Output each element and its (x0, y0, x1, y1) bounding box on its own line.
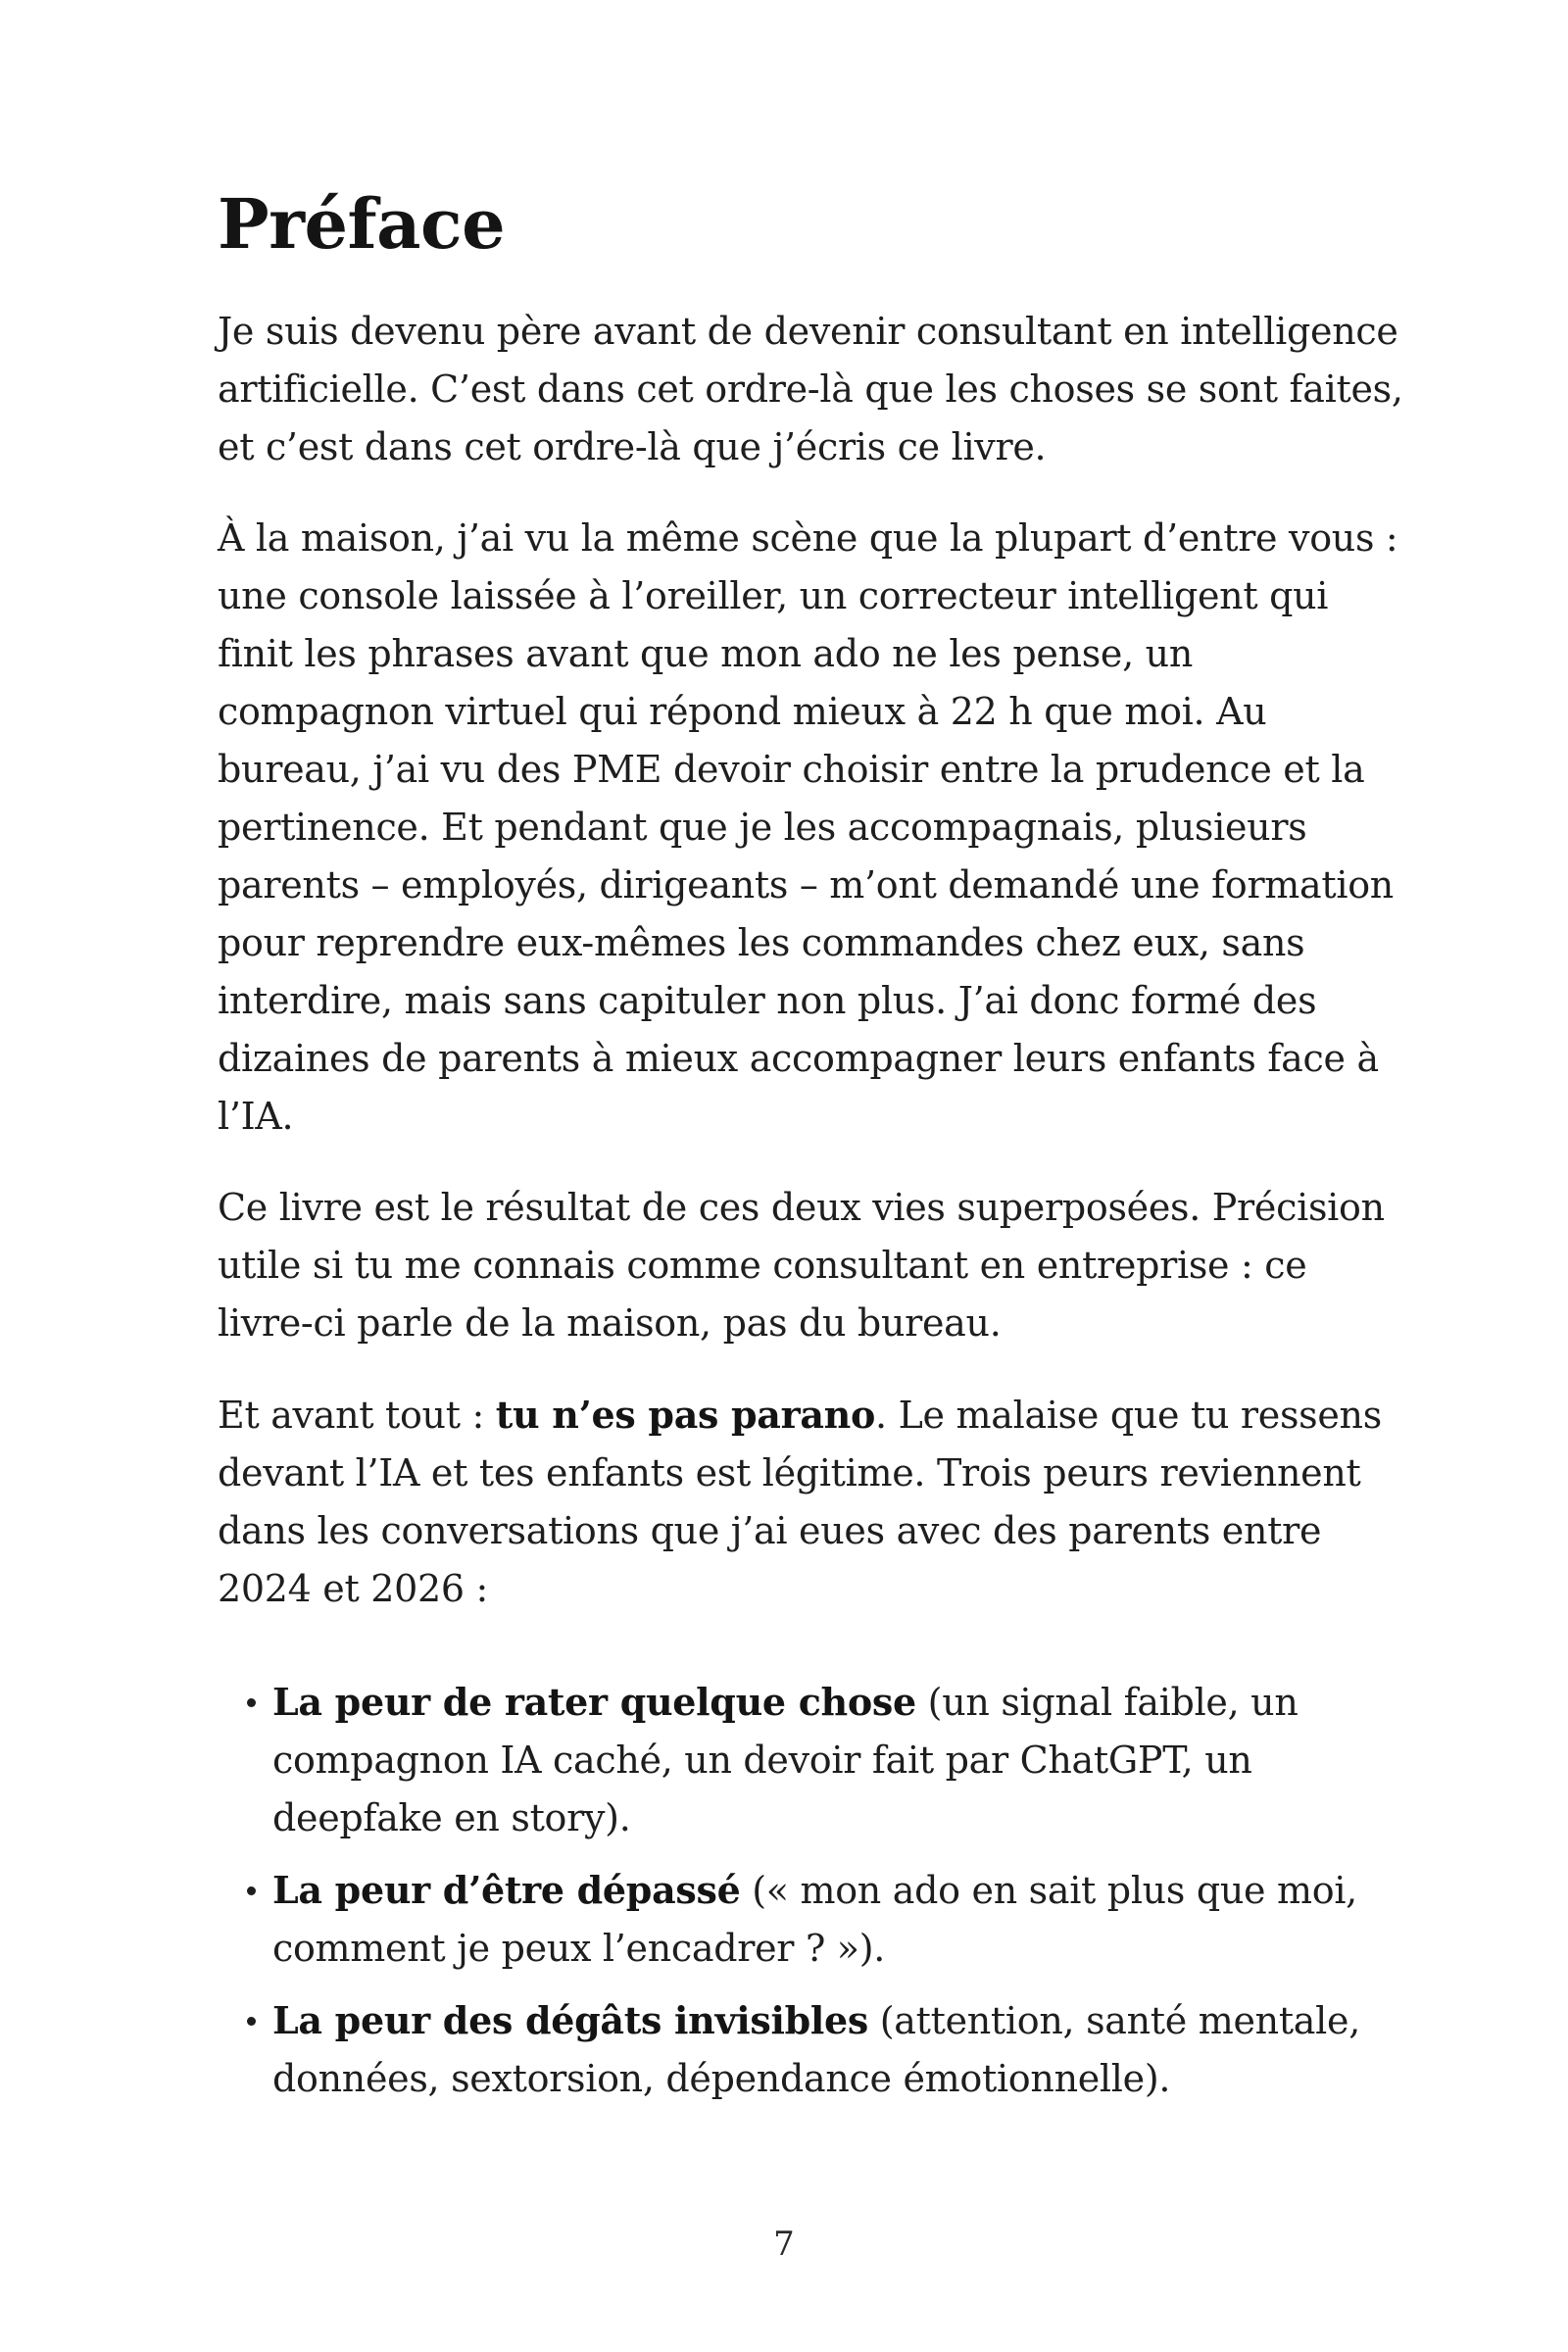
fears-list (218, 1673, 1413, 2108)
list-item (218, 1991, 1413, 2108)
list-item-text: (un signal faible, un compagnon IA caché, un devoir fait par ChatGPT, un deepfake en story). (272, 1681, 1298, 1839)
paragraph-4 (218, 1386, 1413, 1618)
list-item (218, 1861, 1413, 1978)
paragraph-2: À la maison, j’ai vu la même scène que la plupart d’entre vous : une console laissée à l’oreiller, un correcteur intelligent qui finit les phrases avant que mon ado ne les pense, un compagnon virtuel qui répond mieux à 22 h que moi. Au bureau, j’ai vu des PME devoir choisir entre la prudence et la pertinence. Et pendant que je les accompagnais, plusieurs parents – employés, dirigeants – m’ont demandé une formation pour reprendre eux-mêmes les commandes chez eux, sans interdire, mais sans capituler non plus. J’ai donc formé des dizaines de parents à mieux accompagner leurs enfants face à l’IA. (218, 516, 1398, 1138)
list-item-text: (attention, santé mentale, données, sextorsion, dépendance émotionnelle). (272, 1999, 1360, 2100)
page-content (218, 183, 1413, 2122)
list-item-heading: La peur des dégâts invisibles (272, 1998, 868, 2042)
list-item-heading: La peur d’être dépassé (272, 1868, 741, 1912)
list-item-heading: La peur de rater quelque chose (272, 1680, 916, 1724)
page-number: 7 (773, 2225, 795, 2264)
list-item-text: (« mon ado en sait plus que moi, comment je peux l’encadrer ? »). (272, 1869, 1357, 1970)
bullet-icon (247, 2017, 256, 2026)
paragraph-3: Ce livre est le résultat de ces deux vies superposées. Précision utile si tu me connais comme consultant en entreprise : ce livre-ci parle de la maison, pas du bureau. (218, 1186, 1385, 1345)
paragraph-1: Je suis devenu père avant de devenir consultant en intelligence artificielle. C’est dans cet ordre-là que les choses se sont faites, et c’est dans cet ordre-là que j’écris ce livre. (218, 310, 1403, 468)
chapter-title: Préface (218, 183, 506, 265)
list-item (218, 1673, 1413, 1847)
bullet-icon (247, 1698, 256, 1707)
paragraph-4-emphasis: tu n’es pas parano (495, 1393, 876, 1437)
paragraph-4-intro: Et avant tout : (218, 1394, 496, 1437)
paragraph-4-rest: . Le malaise que tu ressens devant l’IA et tes enfants est légitime. Trois peurs reviennent dans les conversations que j’ai eues avec des parents entre 2024 et 2026 : (218, 1394, 1382, 1610)
bullet-icon (247, 1886, 256, 1895)
